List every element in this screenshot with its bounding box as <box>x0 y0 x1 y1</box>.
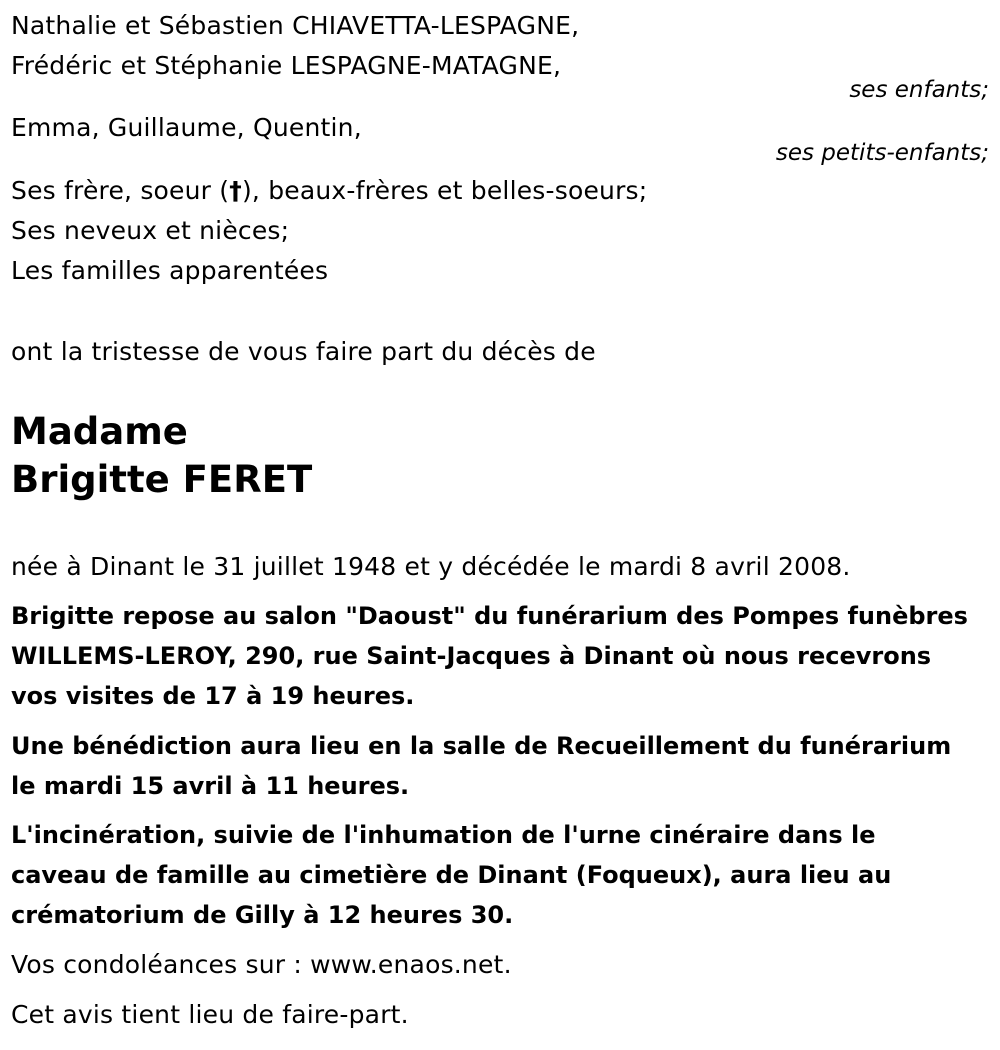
siblings-line <box>11 171 647 211</box>
benediction-line-1: Une bénédiction aura lieu en la salle de Recueillement du funérarium <box>11 732 952 760</box>
benediction-line-2: le mardi 15 avril à 11 heures. <box>11 772 410 800</box>
salon-line-3: vos visites de 17 à 19 heures. <box>11 682 415 710</box>
relatives-line: Les familles apparentées <box>11 256 329 285</box>
cremation-line-2: caveau de famille au cimetière de Dinant (Foqueux), aura lieu au <box>11 861 892 889</box>
cremation-line-3: crématorium de Gilly à 12 heures 30. <box>11 901 514 929</box>
grandchildren-label: ses petits-enfants; <box>775 140 989 166</box>
children-line-2: Frédéric et Stéphanie LESPAGNE-MATAGNE, <box>11 51 562 80</box>
salon-line-1: Brigitte repose au salon "Daoust" du funérarium des Pompes funèbres <box>11 602 968 630</box>
children-line-1: Nathalie et Sébastien CHIAVETTA-LESPAGNE, <box>11 11 580 40</box>
children-label: ses enfants; <box>849 77 989 103</box>
intro-line: ont la tristesse de vous faire part du décès de <box>11 337 596 366</box>
notice-line: Cet avis tient lieu de faire-part. <box>11 1000 409 1029</box>
nephews-line: Ses neveux et nièces; <box>11 216 290 245</box>
salon-line-2: WILLEMS-LEROY, 290, rue Saint-Jacques à Dinant où nous recevrons <box>11 642 932 670</box>
deceased-name: Brigitte FERET <box>11 458 313 501</box>
grandchildren-line: Emma, Guillaume, Quentin, <box>11 113 362 142</box>
siblings-suffix: ), beaux-frères et belles-soeurs; <box>241 176 648 205</box>
cremation-line-1: L'incinération, suivie de l'inhumation de l'urne cinéraire dans le <box>11 821 876 849</box>
birth-death-line: née à Dinant le 31 juillet 1948 et y décédée le mardi 8 avril 2008. <box>11 552 851 581</box>
cross-icon: † <box>229 176 242 205</box>
condolences-line: Vos condoléances sur : www.enaos.net. <box>11 950 512 979</box>
deceased-title: Madame <box>11 410 188 453</box>
siblings-prefix: Ses frère, soeur ( <box>11 176 230 205</box>
